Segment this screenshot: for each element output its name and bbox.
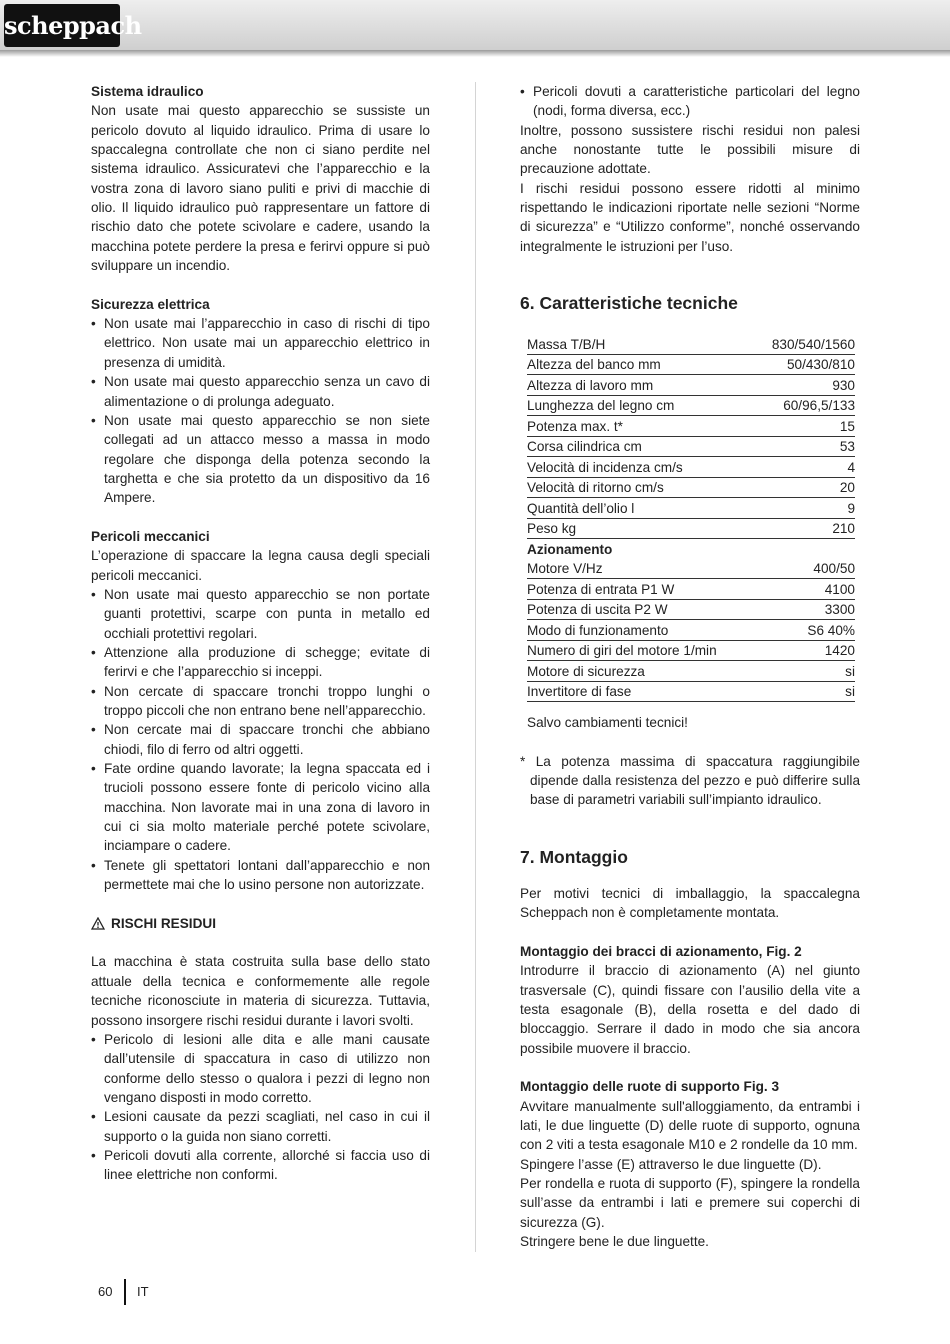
spec-value: 930 (832, 377, 855, 393)
tech-changes-note: Salvo cambiamenti tecnici! (527, 715, 688, 731)
mechanical-list (91, 585, 430, 895)
warning-triangle-icon (91, 917, 105, 930)
residual-text-1: Inoltre, possono sussistere rischi residui non palesi anche nonostante tutte le possibili misure di precauzione adottate. (520, 122, 860, 177)
list-item: • Non usate mai questo apparecchio se non portate guanti protettivi, scarpe con punta in metallo ed occhiali protettivi regolari. (91, 585, 430, 643)
table-row (527, 334, 855, 355)
spec-value: 20 (839, 480, 855, 496)
residual-list (91, 1030, 430, 1185)
table-row (527, 620, 855, 641)
residual-intro: La macchina è stata costruita sulla base dello stato attuale della tecnica e conformemente alle regole tecniche riconosciute in materia di sicurezza. Tuttavia, possono insorgere rischi residui durante i lavori svolti. (91, 954, 430, 1028)
spec-value: 50/430/810 (786, 357, 855, 373)
table-row (527, 498, 855, 519)
section-title-hydraulic: Sistema idraulico (91, 84, 204, 99)
wheels-text-4: Stringere bene le due linguette. (520, 1234, 709, 1249)
spec-label: Invertitore di fase (527, 684, 632, 700)
list-item: • Pericolo di lesioni alle dita e alle mani causate dall’utensile di spaccatura in caso di utilizzo non conforme dello stesso o qualora i pezzi di legno non vengano disposti in modo corretto. (91, 1030, 430, 1107)
spec-value: 4100 (824, 581, 855, 597)
residual-text-2: I rischi residui possono essere ridotti al minimo rispettando le indicazioni riportate nelle sezioni “Norme di sicurezza” e “Utilizzo conforme”, nonché osservando integralmente le istruzioni per l’uso. (520, 180, 860, 254)
list-item: • Attenzione alla produzione di schegge; evitate di ferirvi e che l’apparecchio si inceppi. (91, 643, 430, 682)
header-shadow (0, 50, 950, 57)
assembly-title: 7. Montaggio (520, 846, 628, 867)
spec-value: 210 (832, 521, 855, 537)
spec-value: 400/50 (813, 561, 855, 577)
spec-label: Motore di sicurezza (527, 663, 645, 679)
section-title-mechanical: Pericoli meccanici (91, 528, 210, 544)
footnote: * La potenza massima di spaccatura raggiungibile dipende dalla resistenza del pezzo e può differire sulla base di parametri variabili sull’impianto idraulico. (520, 753, 860, 808)
list-item: • Non usate mai l’apparecchio in caso di rischi di tipo elettrico. Non usate mai un apparecchio elettrico in presenza di umidità. (91, 314, 430, 372)
table-row (527, 600, 855, 621)
residual-risks-heading (91, 914, 430, 933)
wheels-text-1: Avvitare manualmente sull'alloggiamento, da entrambi i lati, le due linguette (D) delle ruote di supporto, ognuna con 2 viti a testa esagonale M10 e 2 rondelle da 10 mm. (520, 1098, 860, 1153)
spec-value: 53 (839, 439, 855, 455)
table-row (527, 559, 855, 580)
table-row (527, 416, 855, 437)
spec-value: 9 (847, 500, 855, 516)
spec-label: Potenza di entrata P1 W (527, 581, 675, 597)
list-item: • Pericoli dovuti a caratteristiche particolari del legno (nodi, forma diversa, ecc.) (520, 82, 860, 121)
table-row (527, 375, 855, 396)
right-column (520, 82, 860, 1251)
table-row (527, 579, 855, 600)
spec-label: Peso kg (527, 521, 577, 537)
column-divider (475, 82, 476, 1252)
hydraulic-text: Non usate mai questo apparecchio se sussiste un pericolo dovuto al liquido idraulico. Prima di usare lo spaccalegna controllate che non ci siano perdite nel sistema idraulico. Assicuratevi che l’apparecchio e la vostra zona di lavoro siano puliti e privi di macchie di olio. Il liquido idraulico può rappresentare un fattore di rischio dato che potete scivolare e cadere, usando la macchina potete perdere la presa e ferirvi oppure si può sviluppare un incendio. (91, 103, 430, 274)
arms-title: Montaggio dei bracci di azionamento, Fig. 2 (520, 943, 802, 959)
table-row (527, 682, 855, 703)
table-row (527, 396, 855, 417)
drive-heading: Azionamento (527, 541, 613, 557)
table-subheading (527, 539, 855, 559)
spec-label: Velocità di incidenza cm/s (527, 459, 683, 475)
spec-value: 830/540/1560 (771, 336, 855, 352)
footer-divider (124, 1279, 126, 1305)
list-item: • Pericoli dovuti alla corrente, allorché si faccia uso di linee elettriche non conformi. (91, 1146, 430, 1185)
spec-value: si (845, 663, 855, 679)
spec-value: 3300 (824, 602, 855, 618)
list-item: • Tenete gli spettatori lontani dall’apparecchio e non permettete mai che lo usino persone non autorizzate. (91, 856, 430, 895)
list-item: • Fate ordine quando lavorate; la legna spaccata ed i trucioli possono essere fonte di pericolo vicino alla macchina. Non lavorate mai in una zona di lavoro in cui ci sia molto materiale perché potete scivolare, inciampare o cadere. (91, 759, 430, 856)
table-row (527, 457, 855, 478)
list-item: • Non usate mai questo apparecchio senza un cavo di alimentazione o di prolunga adeguato. (91, 372, 430, 411)
wheels-title: Montaggio delle ruote di supporto Fig. 3 (520, 1079, 780, 1095)
header-bar (0, 0, 950, 50)
page-number: 60 (98, 1284, 113, 1299)
spec-value: S6 40% (807, 622, 855, 638)
table-row (527, 661, 855, 682)
spec-label: Numero di giri del motore 1/min (527, 643, 717, 659)
spec-value: 15 (839, 418, 855, 434)
spec-label: Massa T/B/H (527, 336, 606, 352)
spec-label: Corsa cilindrica cm (527, 439, 642, 455)
table-row (527, 355, 855, 376)
spec-label: Potenza max. t* (527, 418, 623, 434)
spec-label: Altezza di lavoro mm (527, 377, 654, 393)
spec-value: 4 (847, 459, 855, 475)
electrical-list (91, 314, 430, 507)
list-item: • Non cercate di spaccare tronchi troppo lunghi o troppo piccoli che non entrano bene nell’apparecchio. (91, 682, 430, 721)
list-item: • Non cercate mai di spaccare tronchi che abbiano chiodi, filo di ferro od altri oggetti. (91, 720, 430, 759)
wheels-text-3: Per rondella e ruota di supporto (F), spingere la rondella sull’asse da entrambi i lati e premere sui coperchi di sicurezza (G). (520, 1175, 860, 1230)
left-column (91, 82, 430, 1185)
assembly-intro: Per motivi tecnici di imballaggio, la spaccalegna Scheppach non è completamente montata. (520, 885, 860, 921)
table-row (527, 641, 855, 662)
spec-value: si (845, 684, 855, 700)
list-item: • Lesioni causate da pezzi scagliati, nel caso in cui il supporto o la guida non siano corretti. (91, 1107, 430, 1146)
spec-label: Lunghezza del legno cm (527, 398, 675, 414)
wheels-text-2: Spingere l’asse (E) attraverso le due linguette (D). (520, 1156, 822, 1172)
tech-specs-title: 6. Caratteristiche tecniche (520, 293, 738, 314)
spec-value: 60/96,5/133 (783, 398, 855, 414)
spec-table (527, 334, 855, 702)
language-code: IT (137, 1284, 149, 1299)
spec-label: Velocità di ritorno cm/s (527, 480, 664, 496)
arms-text: Introdurre il braccio di azionamento (A) nel giunto trasversale (C), quindi fissare con l’ausilio della vite a testa esagonale (B), della rosetta e del dado di bloccaggio. Serrare il dado in modo che sia ancora possibile muovere il braccio. (520, 963, 860, 1056)
mechanical-intro: L’operazione di spaccare la legna causa degli speciali pericoli meccanici. (91, 548, 430, 583)
brand-logo: scheppach (4, 4, 120, 47)
spec-label: Motore V/Hz (527, 561, 603, 577)
spec-label: Modo di funzionamento (527, 622, 669, 638)
spec-label: Quantità dell’olio l (527, 500, 635, 516)
residual-risks-title: RISCHI RESIDUI (111, 915, 216, 931)
residual-list-cont (520, 82, 860, 121)
section-title-electrical: Sicurezza elettrica (91, 296, 210, 312)
spec-value: 1420 (824, 643, 855, 659)
table-row (527, 519, 855, 540)
table-row (527, 437, 855, 458)
spec-label: Altezza del banco mm (527, 357, 661, 373)
table-row (527, 478, 855, 499)
spec-label: Potenza di uscita P2 W (527, 602, 668, 618)
list-item: • Non usate mai questo apparecchio se non siete collegati ad un attacco messo a massa in modo regolare che disponga della potenza secondo la targhetta e che sia protetto da un dispositivo da 16 Ampere. (91, 411, 430, 508)
